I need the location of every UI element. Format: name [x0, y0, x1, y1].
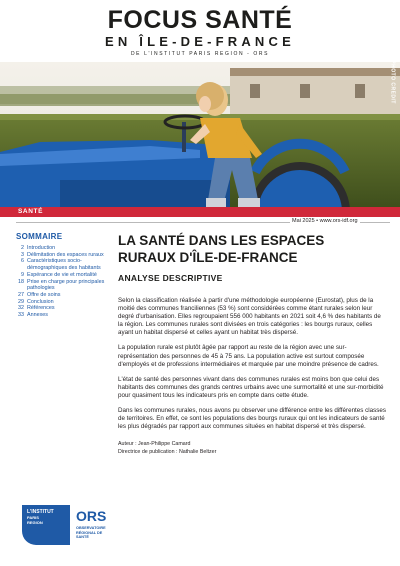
- toc-item-label: Délimitation des espaces ruraux: [27, 251, 104, 258]
- publication-date: Mai 2025 • www.ors-idf.org: [292, 218, 358, 224]
- toc-item[interactable]: [16, 312, 106, 319]
- toc-page-number: 18: [18, 278, 24, 285]
- publication-subtitle: EN ÎLE-DE-FRANCE: [105, 34, 295, 49]
- publication-title: FOCUS SANTÉ: [107, 6, 293, 34]
- institut-paris-region-logo: [22, 505, 70, 545]
- credits: [118, 440, 386, 456]
- toc-page-number: 6: [21, 258, 24, 265]
- photo-credit: PHOTO CREDIT: [390, 60, 396, 104]
- toc-item[interactable]: [16, 272, 106, 279]
- director-credit: Directrice de publication : Nathalie Beltzer: [118, 449, 217, 456]
- child-on-tractor-photo: [0, 62, 400, 207]
- publication-tagline: DE L'INSTITUT PARIS REGION - ORS: [130, 51, 270, 57]
- ors-logo-text: ORS: [76, 508, 107, 524]
- toc-item-label: Références: [27, 305, 55, 312]
- toc-page-number: 27: [18, 291, 24, 298]
- page-title: LA SANTÉ DANS LES ESPACES RURAUX D'ÎLE-DE-FRANCE: [118, 233, 325, 265]
- toc-item[interactable]: [16, 299, 106, 306]
- logo-text: REGION: [27, 520, 43, 525]
- paragraph: La population rurale est plutôt âgée par rapport au reste de la région avec une sur-représentation des personnes de 45 à 75 ans. La population active est surtout composée d'employés et de professions intermédiaires et marquée par une moindre présence de cadres.: [118, 344, 379, 368]
- divider: [360, 222, 390, 223]
- paragraph: Dans les communes rurales, nous avons pu observer une différence entre les différentes classes de territoires. En effet, ce sont les populations des bourgs ruraux qui ont les indicateurs de santé les plus dégradés par rapport aux communes situées en habitat dispersé et très dispersé.: [118, 407, 386, 431]
- toc-page-number: 29: [18, 298, 24, 305]
- toc-item[interactable]: [16, 245, 106, 252]
- toc-item-label: Prise en charge pour principales pathologies: [27, 278, 105, 292]
- page-subtitle: ANALYSE DESCRIPTIVE: [118, 273, 223, 283]
- toc-item-label: Caractéristiques socio-démographiques des habitants: [27, 258, 101, 272]
- masthead: [0, 0, 400, 62]
- toc-item-label: Introduction: [27, 245, 56, 251]
- divider: [16, 222, 290, 223]
- toc-item-label: Conclusion: [27, 298, 54, 305]
- toc-list: [16, 245, 106, 319]
- toc-item-label: Offre de soins: [27, 291, 61, 298]
- toc-item[interactable]: [16, 252, 106, 259]
- paragraph: Selon la classification réalisée à partir d'une méthodologie européenne (Eurostat), plus de la moitié des communes franciliennes (53 %) sont considérées comme étant rurales selon leur degré d'urbanisation. Elles regroupaient 556 000 habitants en 2021 soit 4,6 % des habitants de la région. Les communes rurales sont divisées en trois catégories : les bourgs ruraux, celles ayant un habitat dispersé et celles ayant un habitat très dispersé.: [118, 297, 381, 337]
- toc-page-number: 33: [18, 312, 24, 319]
- logo-text: L'INSTITUT: [27, 509, 54, 515]
- author-credit: Auteur : Jean-Philippe Camard: [118, 441, 191, 448]
- main-content: [118, 232, 386, 456]
- toc-page-number: 3: [21, 251, 24, 258]
- date-line: [0, 217, 400, 226]
- section-bar: [0, 207, 400, 217]
- toc-item[interactable]: [16, 258, 106, 271]
- section-label: SANTÉ: [18, 208, 44, 215]
- toc-item[interactable]: [16, 292, 106, 299]
- cover-photo: [0, 62, 400, 207]
- toc-item[interactable]: [16, 305, 106, 312]
- toc-item[interactable]: [16, 279, 106, 292]
- toc-page-number: 2: [21, 245, 24, 251]
- toc-page-number: 9: [21, 271, 24, 278]
- toc-item-label: Espérance de vie et mortalité: [27, 271, 97, 278]
- table-of-contents: [16, 232, 106, 319]
- paragraph: L'état de santé des personnes vivant dans des communes rurales est moins bon que celui des habitants des communes des grands centres urbains avec une surmortalité et une sur-morbidité pour quasiment tous les indicateurs pris en compte dans cette étude.: [118, 375, 384, 399]
- logo-text: PARIS: [27, 515, 39, 520]
- ors-logo: [76, 505, 116, 545]
- toc-title: SOMMAIRE: [16, 232, 63, 241]
- toc-item-label: Annexes: [27, 312, 48, 319]
- ors-logo-subtext: OBSERVATOIRE RÉGIONAL DE SANTÉ: [76, 526, 106, 540]
- toc-page-number: 32: [18, 305, 24, 312]
